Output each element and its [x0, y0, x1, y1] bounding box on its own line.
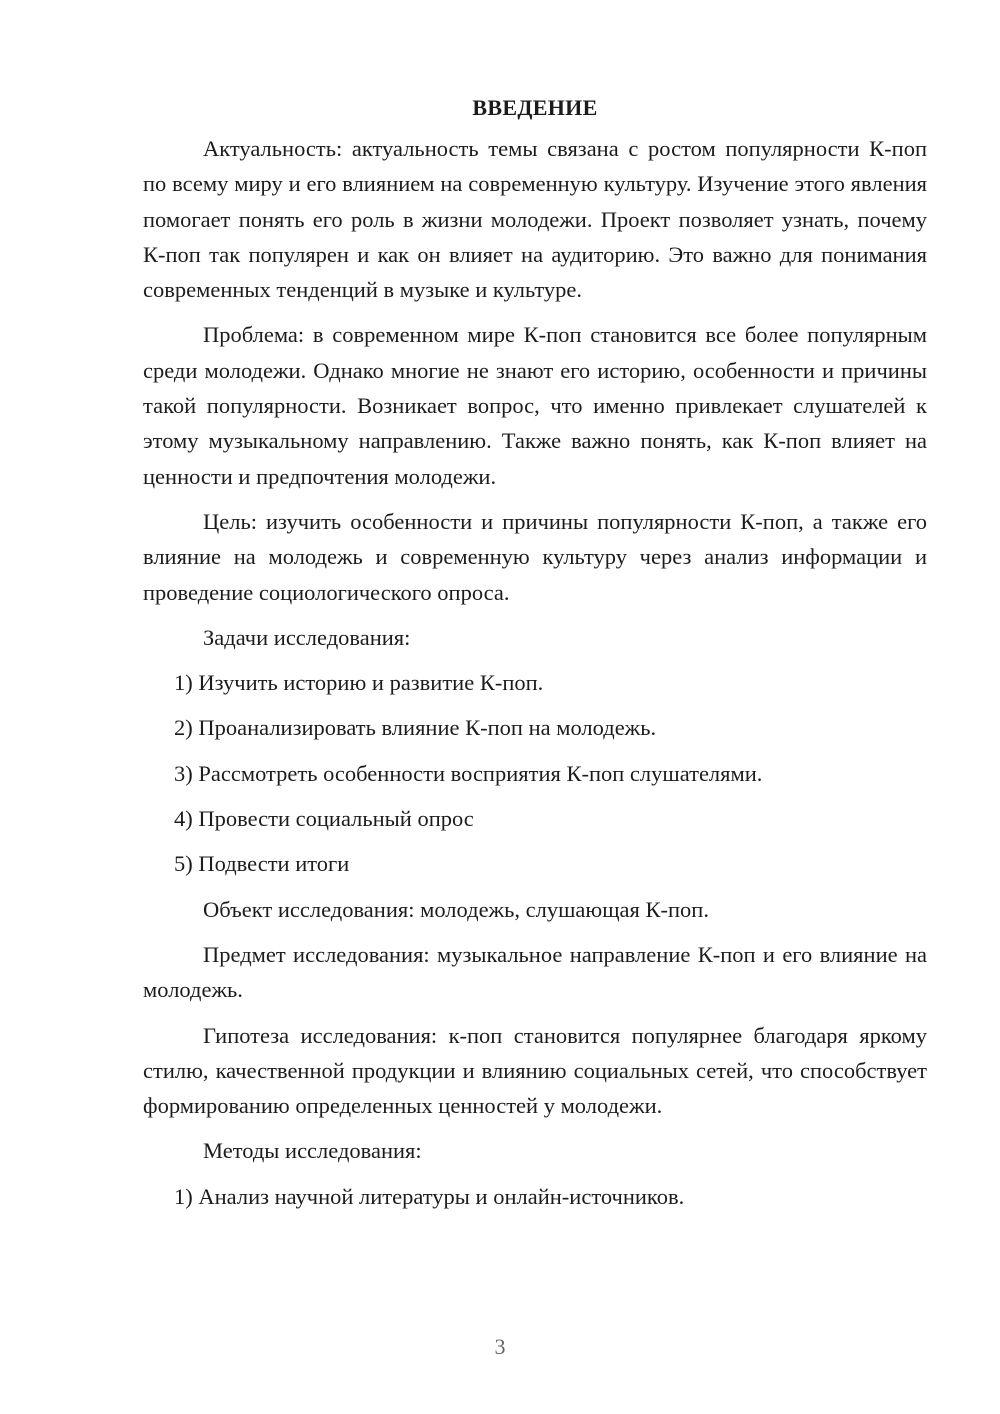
document-page — [143, 90, 927, 1224]
hypothesis-paragraph: Гипотеза исследования: к-поп становится популярнее благодаря яркому стилю, качественной продукции и влиянию социальных сетей, что способствует формированию определенных ценностей у молодежи. — [143, 1022, 927, 1119]
task-item: 5) Подвести итоги — [174, 851, 350, 877]
object-paragraph: Объект исследования: молодежь, слушающая К-поп. — [203, 896, 709, 922]
method-item: 1) Анализ научной литературы и онлайн-источников. — [174, 1183, 685, 1209]
task-item: 3) Рассмотреть особенности восприятия К-поп слушателями. — [174, 760, 763, 786]
task-item: 1) Изучить историю и развитие К-поп. — [174, 670, 544, 696]
page-number: 3 — [494, 1334, 506, 1359]
subject-paragraph: Предмет исследования: музыкальное направление К-поп и его влияние на молодежь. — [143, 941, 927, 1003]
relevance-paragraph: Актуальность: актуальность темы связана с ростом популярности К-поп по всему миру и его влиянием на современную культуру. Изучение этого явления помогает понять его роль в жизни молодежи. Проект позволяет узнать, почему К-поп так популярен и как он влияет на аудиторию. Это важно для понимания современных тенденций в музыке и культуре. — [143, 136, 927, 303]
task-item: 2) Проанализировать влияние К-поп на молодежь. — [174, 715, 657, 741]
goal-paragraph: Цель: изучить особенности и причины популярности К-поп, а также его влияние на молодежь и современную культуру через анализ информации и проведение социологического опроса. — [143, 508, 927, 605]
section-heading: ВВЕДЕНИЕ — [472, 95, 598, 120]
methods-label: Методы исследования: — [203, 1138, 422, 1164]
task-item: 4) Провести социальный опрос — [174, 806, 474, 832]
problem-paragraph: Проблема: в современном мире К-поп становится все более популярным среди молодежи. Однако многие не знают его историю, особенности и причины такой популярности. Возникает вопрос, что именно привлекает слушателей к этому музыкальному направлению. Также важно понять, как К-поп влияет на ценности и предпочтения молодежи. — [143, 322, 927, 489]
tasks-label: Задачи исследования: — [203, 624, 411, 650]
